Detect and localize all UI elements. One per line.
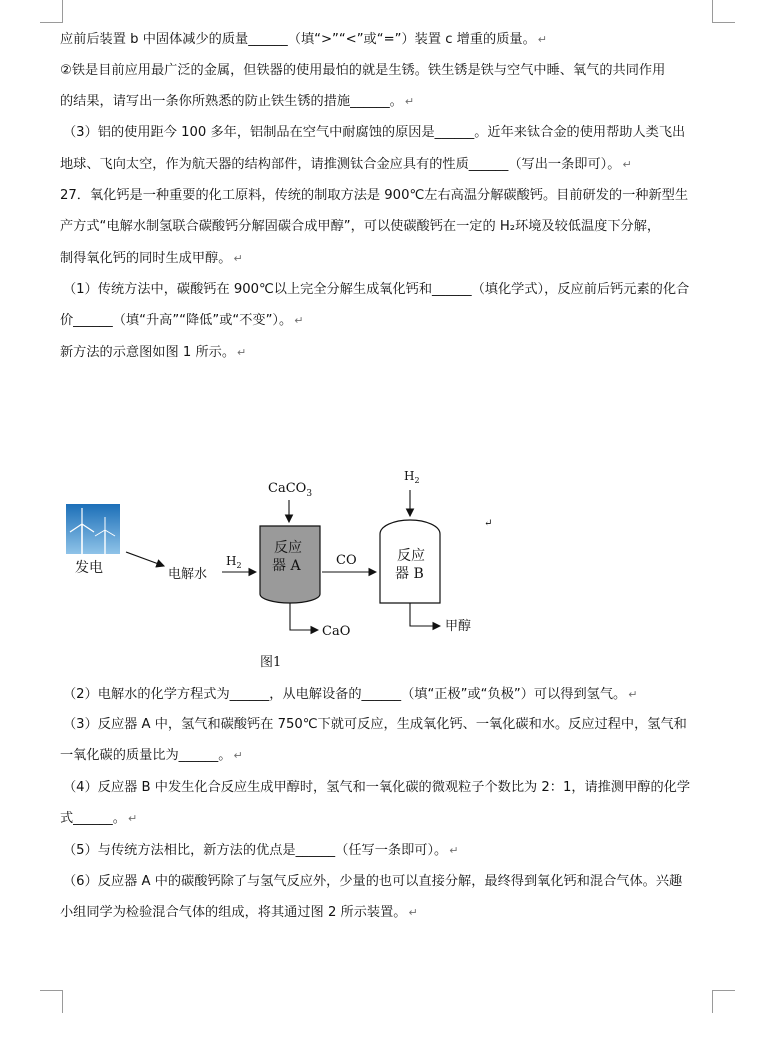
paragraph-mark: ↵: [484, 518, 493, 529]
reactor-a-label-line2: 器 A: [272, 558, 301, 574]
text-line: 小组同学为检验混合气体的组成，将其通过图 2 所示装置。 ↵: [60, 905, 418, 920]
h2-label-b: $H_2$: [404, 469, 420, 485]
text-line: 地球、飞向太空，作为航天器的结构部件，请推测钛合金应具有的性质______（写出一条即可）。 ↵: [60, 157, 632, 172]
text-line: （5）与传统方法相比，新方法的优点是______（任写一条即可）。 ↵: [63, 843, 459, 858]
text-line: 的结果，请写出一条你所熟悉的防止铁生锈的措施______。 ↵: [60, 94, 415, 109]
text-line: （6）反应器 A 中的碳酸钙除了与氢气反应外，少量的也可以直接分解，最终得到氧化钙和混合气体。兴趣: [63, 874, 683, 889]
electrolysis-label: 电解水: [168, 567, 208, 582]
text-line: 一氧化碳的质量比为______。 ↵: [60, 748, 243, 763]
reactor-b-label-line2: 器 B: [395, 566, 424, 582]
power-label: 发电: [75, 560, 103, 576]
text-line: 制得氧化钙的同时生成甲醇。 ↵: [60, 251, 243, 266]
text-line: ②铁是目前应用最广泛的金属，但铁器的使用最怕的就是生锈。铁生锈是铁与空气中睡、氧气的共同作用: [60, 63, 666, 78]
corner-mark-bottom-left: [40, 990, 63, 1013]
arrow-power-to-electrolysis: [126, 552, 164, 566]
text-line: 价______（填“升高”“降低”或“不变”）。 ↵: [60, 313, 304, 328]
figure-caption: 图1: [260, 655, 282, 670]
text-line: （4）反应器 B 中发生化合反应生成甲醇时，氢气和一氧化碳的微观粒子个数比为 2：1，请推测甲醇的化学: [63, 780, 691, 795]
text-line: 应前后装置 b 中固体减少的质量______（填“>”“<”或“=”）装置 c 增重的质量。 ↵: [60, 32, 547, 47]
arrow-reactor-a-to-cao: [290, 603, 318, 630]
text-line: 式______。 ↵: [60, 811, 138, 826]
text-line: （2）电解水的化学方程式为______，从电解设备的______（填“正极”或“负极”）可以得到氢气。 ↵: [63, 687, 638, 702]
methanol-label: 甲醇: [445, 619, 472, 634]
caco3-label: CaCO$_3$: [268, 481, 313, 499]
text-line: （3）反应器 A 中，氢气和碳酸钙在 750℃下就可反应，生成氧化钙、一氧化碳和水。反应过程中，氢气和: [63, 717, 687, 732]
text-line: 产方式“电解水制氢联合碳酸钙分解固碳合成甲醇”，可以使碳酸钙在一定的 H₂环境及较低温度下分解，: [60, 219, 661, 234]
text-line: 新方法的示意图如图 1 所示。 ↵: [60, 345, 247, 360]
corner-mark-top-left: [40, 0, 63, 23]
text-line: （1）传统方法中，碳酸钙在 900℃以上完全分解生成氧化钙和______（填化学式），反应前后钙元素的化合: [63, 282, 690, 297]
question-27-title: 27．氧化钙是一种重要的化工原料，传统的制取方法是 900℃左右高温分解碳酸钙。目前研发的一种新型生: [60, 188, 689, 203]
wind-turbine-image: [66, 504, 120, 554]
reactor-b-label-line1: 反应: [397, 548, 425, 564]
arrow-reactor-b-to-methanol: [410, 603, 440, 626]
corner-mark-top-right: [712, 0, 735, 23]
cao-label: CaO: [322, 624, 351, 639]
co-label: CO: [336, 553, 357, 568]
reactor-a-label-line1: 反应: [274, 540, 302, 556]
text-line: （3）铝的使用距今 100 多年，铝制品在空气中耐腐蚀的原因是______。近年来钛合金的使用帮助人类飞出: [63, 125, 686, 140]
figure-1-process-diagram: [60, 460, 500, 675]
corner-mark-bottom-right: [712, 990, 735, 1013]
h2-label: $H_2$: [226, 554, 242, 570]
